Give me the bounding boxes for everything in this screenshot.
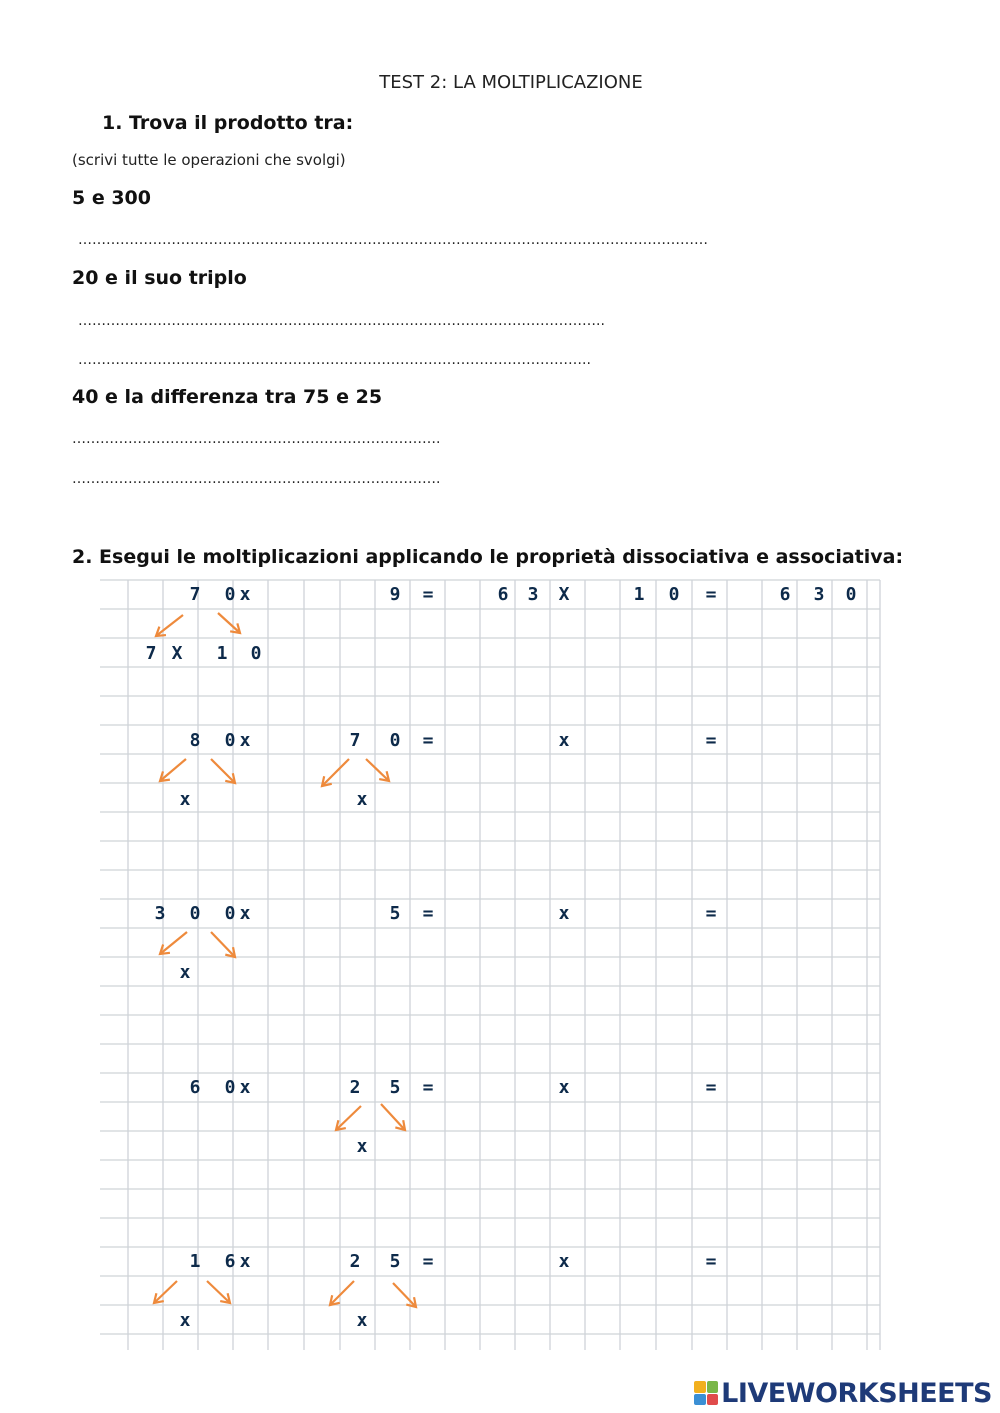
split-times: x bbox=[179, 962, 191, 983]
split-arrow bbox=[322, 759, 349, 786]
equals-sign: = bbox=[705, 1251, 717, 1272]
first-factor-digit: 0 bbox=[224, 903, 236, 924]
result-digit: 3 bbox=[527, 584, 539, 605]
answer-line-1[interactable]: ……………………………………………………………………………………………………………………… bbox=[78, 232, 708, 248]
split-arrow bbox=[160, 932, 187, 954]
times-sign: x bbox=[239, 1251, 251, 1272]
split-digit: 0 bbox=[250, 643, 262, 664]
page-title: TEST 2: LA MOLTIPLICAZIONE bbox=[379, 72, 643, 93]
times-sign: X bbox=[558, 584, 570, 605]
split-arrow bbox=[154, 1281, 177, 1303]
times-sign: x bbox=[558, 1077, 570, 1098]
split-arrow bbox=[211, 932, 235, 957]
equals-sign: = bbox=[422, 903, 434, 924]
split-arrow bbox=[218, 613, 240, 633]
answer-line-4[interactable]: ……………………………………………………………………. bbox=[72, 431, 441, 447]
equals-sign: = bbox=[705, 584, 717, 605]
times-sign: x bbox=[558, 730, 570, 751]
answer-line-3[interactable]: ……………………………………………………………………………………………….. bbox=[78, 352, 591, 368]
split-arrow bbox=[156, 615, 183, 636]
second-factor-digit: 7 bbox=[349, 730, 361, 751]
split-digit: 1 bbox=[216, 643, 228, 664]
final-digit: 3 bbox=[813, 584, 825, 605]
times-sign: x bbox=[239, 903, 251, 924]
split-times: x bbox=[356, 1136, 368, 1157]
brand-name: LIVEWORKSHEETS bbox=[721, 1377, 992, 1409]
second-factor-digit: 5 bbox=[389, 1251, 401, 1272]
split-arrow bbox=[381, 1104, 405, 1130]
first-factor-digit: 1 bbox=[189, 1251, 201, 1272]
second-factor-digit: 0 bbox=[389, 730, 401, 751]
result-digit: 6 bbox=[497, 584, 509, 605]
result-digit: 0 bbox=[668, 584, 680, 605]
split-arrow bbox=[207, 1281, 230, 1303]
equals-sign: = bbox=[422, 730, 434, 751]
first-factor-digit: 0 bbox=[224, 584, 236, 605]
split-times: x bbox=[179, 1310, 191, 1331]
section1-heading: 1. Trova il prodotto tra: bbox=[102, 112, 354, 134]
first-factor-digit: 7 bbox=[189, 584, 201, 605]
answer-line-2[interactable]: ………………………………………………………………………………………………….. bbox=[78, 313, 605, 329]
liveworksheets-logo[interactable] bbox=[694, 1378, 992, 1408]
first-factor-digit: 0 bbox=[224, 730, 236, 751]
first-factor-digit: 3 bbox=[154, 903, 166, 924]
split-times: x bbox=[356, 1310, 368, 1331]
equals-sign: = bbox=[422, 1251, 434, 1272]
equals-sign: = bbox=[705, 903, 717, 924]
second-factor-digit: 5 bbox=[389, 1077, 401, 1098]
split-times: x bbox=[356, 789, 368, 810]
second-factor-digit: 5 bbox=[389, 903, 401, 924]
split-arrow bbox=[330, 1281, 354, 1305]
times-sign: x bbox=[558, 1251, 570, 1272]
split-times: x bbox=[179, 789, 191, 810]
problem-3-label: 40 e la differenza tra 75 e 25 bbox=[72, 386, 383, 408]
section1-note: (scrivi tutte le operazioni che svolgi) bbox=[72, 151, 346, 169]
split-arrow bbox=[366, 759, 389, 781]
final-digit: 0 bbox=[845, 584, 857, 605]
first-factor-digit: 8 bbox=[189, 730, 201, 751]
first-factor-digit: 6 bbox=[189, 1077, 201, 1098]
second-factor-digit: 9 bbox=[389, 584, 401, 605]
split-arrow bbox=[160, 759, 186, 781]
equals-sign: = bbox=[705, 730, 717, 751]
times-sign: x bbox=[239, 730, 251, 751]
split-digit: 7 bbox=[145, 643, 157, 664]
split-times: X bbox=[171, 643, 183, 664]
times-sign: x bbox=[239, 1077, 251, 1098]
times-sign: x bbox=[558, 903, 570, 924]
first-factor-digit: 6 bbox=[224, 1251, 236, 1272]
first-factor-digit: 0 bbox=[224, 1077, 236, 1098]
problem-1-label: 5 e 300 bbox=[72, 187, 151, 209]
second-factor-digit: 2 bbox=[349, 1077, 361, 1098]
equals-sign: = bbox=[705, 1077, 717, 1098]
times-sign: x bbox=[239, 584, 251, 605]
result-digit: 1 bbox=[633, 584, 645, 605]
first-factor-digit: 0 bbox=[189, 903, 201, 924]
split-arrow bbox=[211, 759, 235, 783]
problem-2-label: 20 e il suo triplo bbox=[72, 267, 247, 289]
liveworksheets-logo-icon bbox=[694, 1381, 718, 1405]
equals-sign: = bbox=[422, 584, 434, 605]
answer-line-5[interactable]: ……………………………………………………………………. bbox=[72, 471, 441, 487]
final-digit: 6 bbox=[779, 584, 791, 605]
equals-sign: = bbox=[422, 1077, 434, 1098]
section2-heading: 2. Esegui le moltiplicazioni applicando le proprietà dissociativa e associativa: bbox=[72, 546, 904, 568]
second-factor-digit: 2 bbox=[349, 1251, 361, 1272]
split-arrow bbox=[393, 1283, 416, 1307]
